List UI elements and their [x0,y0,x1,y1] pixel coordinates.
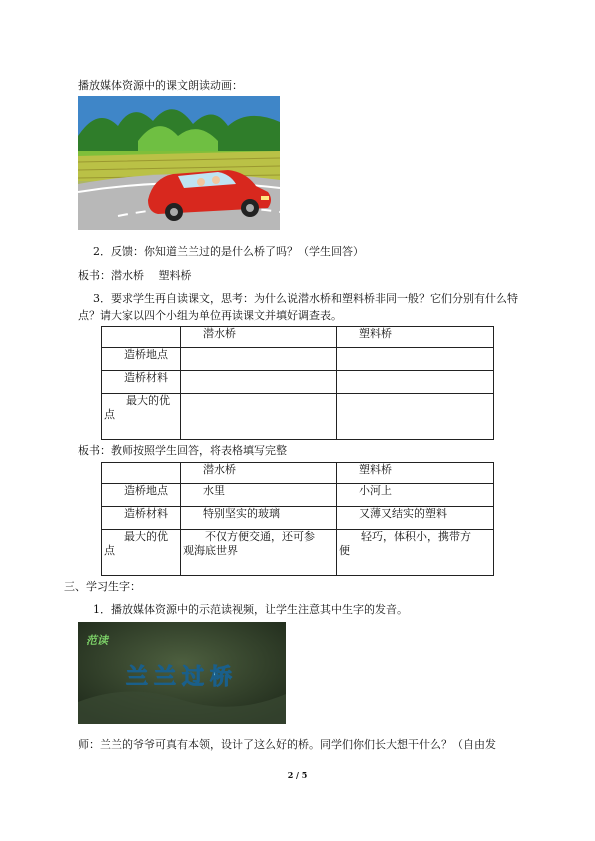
video-title-image [78,622,286,724]
teacher-question-text: 师：兰兰的爷爷可真有本领，设计了这么好的桥。同学们你们长大想干什么？（自由发 [78,738,496,751]
feedback-text: 2．反馈：你知道兰兰过的是什么桥了吗？（学生回答） [93,245,364,258]
table2-material-plastic: 又薄又结实的塑料 [337,507,494,530]
table1-header-submarine-bridge: 潜水桥 [181,327,337,348]
table1-header-plastic-bridge: 塑料桥 [337,327,494,348]
table2-header-plastic-bridge: 塑料桥 [337,463,494,484]
table1-cell [337,371,494,394]
table2-label-advantage-b: 点 [104,544,115,557]
table2-advantage-submarine [181,530,337,576]
table1-label-material: 造桥材料 [102,371,181,394]
table1-label-advantage-b: 点 [104,408,115,421]
table1-corner-cell [102,327,181,348]
animation-car-image [78,96,280,230]
table2-label-advantage-a: 最大的优 [124,530,168,543]
video-tag-text: 范读 [86,634,108,647]
table1-cell [337,394,494,440]
table2-label-advantage [102,530,181,576]
section-3-heading: 三、学习生字： [64,580,141,593]
table2-advantage-plastic [337,530,494,576]
table1-cell [181,394,337,440]
survey-table-empty [101,326,494,440]
media-intro-text: 播放媒体资源中的课文朗读动画： [78,79,243,92]
table1-cell [337,348,494,371]
table2-advantage-submarine-b: 观海底世界 [183,544,238,557]
board-writing-1: 板书：潜水桥 塑料桥 [78,269,192,282]
table1-label-location: 造桥地点 [102,348,181,371]
task3-text-line2: 点？请大家以四个小组为单位再读课文并填好调查表。 [78,309,342,322]
table2-advantage-plastic-a: 轻巧，体积小，携带方 [361,530,471,543]
table1-cell [181,348,337,371]
table2-material-submarine: 特别坚实的玻璃 [181,507,337,530]
board-writing-2: 板书：教师按照学生回答，将表格填写完整 [78,444,287,457]
table2-location-plastic: 小河上 [337,484,494,507]
video-instruction-text: 1．播放媒体资源中的示范读视频，让学生注意其中生字的发音。 [93,603,408,616]
table2-corner-cell [102,463,181,484]
page-number: 2 / 5 [287,770,308,780]
table2-label-location: 造桥地点 [102,484,181,507]
table2-label-material: 造桥材料 [102,507,181,530]
table1-label-advantage-a: 最大的优 [126,394,170,407]
survey-table-filled [101,462,494,576]
table1-label-advantage [102,394,181,440]
task3-text-line1: 3．要求学生再自读课文，思考：为什么说潜水桥和塑料桥非同一般？它们分别有什么特 [93,292,518,305]
table1-cell [181,371,337,394]
video-title-text: 兰兰过桥 [125,665,239,690]
table2-advantage-submarine-a: 不仅方便交通，还可参 [205,530,315,543]
table2-header-submarine-bridge: 潜水桥 [181,463,337,484]
table2-advantage-plastic-b: 便 [339,544,350,557]
table2-location-submarine: 水里 [181,484,337,507]
